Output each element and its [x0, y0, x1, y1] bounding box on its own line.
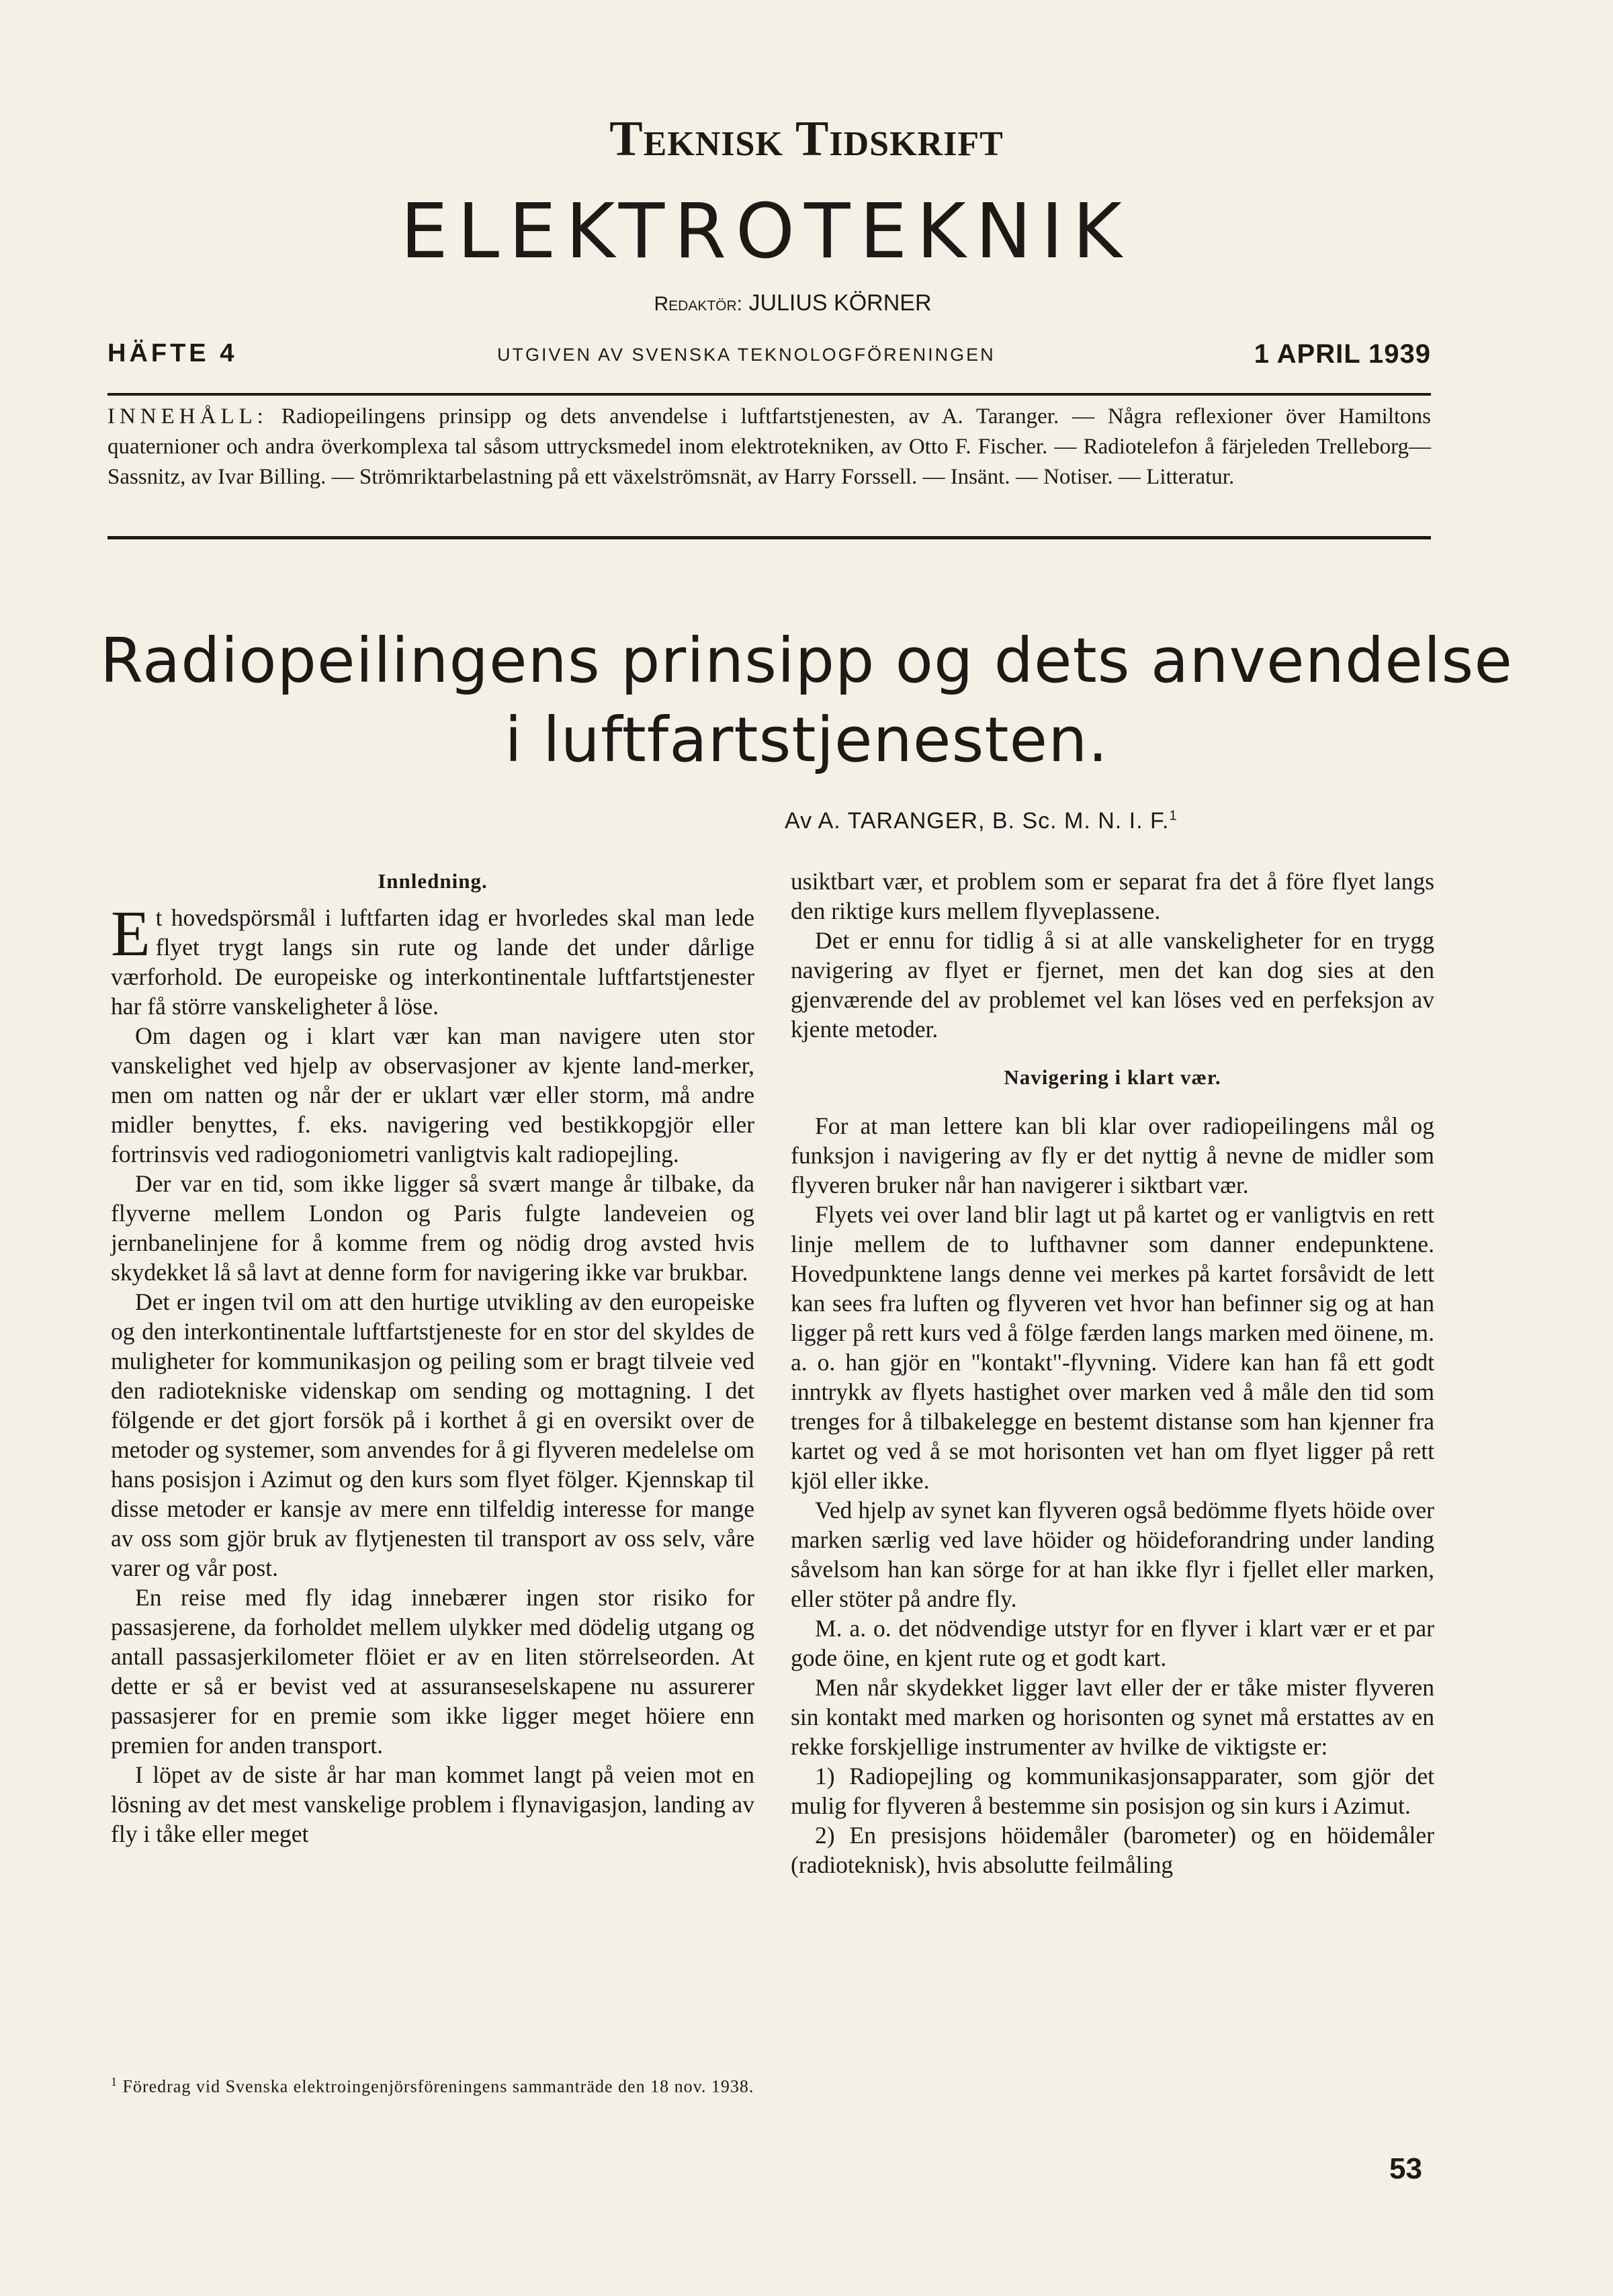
journal-title: Teknisk Tidskrift [609, 112, 1004, 167]
right-column [791, 867, 1434, 1880]
page-number: 53 [1389, 2152, 1422, 2185]
issue-number: HÄFTE 4 [107, 339, 238, 367]
paragraph: usiktbart vær, et problem som er separat fra det å före flyet langs den riktige kurs mellem flyveplassene. [791, 868, 1434, 924]
paragraph: Flyets vei over land blir lagt ut på kartet og er vanligtvis en rett linje mellem de to lufthavner som danner endepunktene. Hovedpunktene langs denne vei merkes på kartet forsåvidt de lett kan sees fra luften og flyveren vet hvor han befinner sig og at han ligger på rett kurs ved å fölge færden langs marken med öinene, m. a. o. han gjör en "kontakt"-flyvning. Videre kan han få ett godt inntrykk av flyets hastighet over marken ved å måle den tid som trenges for å tilbakelegge en bestemt distanse som han kjenner fra kartet og ved å se mot horisonten vet han om flyet ligger på rett kjöl eller ikke. [791, 1201, 1434, 1494]
article-title [0, 621, 1613, 780]
issue-date: 1 APRIL 1939 [1254, 339, 1431, 369]
contents-text: Radiopeilingens prinsipp og dets anvendelse i luftfartstjenesten, av A. Taranger. — Några reflexioner över Hamiltons quaternioner och andra överkomplexa tal såsom uttrycksmedel inom elektrotekniken, av Otto F. Fischer. — Radiotelefon å färjeleden Trelleborg—Sassnitz, av Ivar Billing. — Strömriktarbelastning på ett växelströmsnät, av Harry Forssell. — Insänt. — Notiser. — Litteratur. [107, 404, 1432, 489]
publisher-line: UTGIVEN AV SVENSKA TEKNOLOGFÖRENINGEN [497, 345, 996, 365]
paragraph: 2) En presisjons höidemåler (barometer) og en höidemåler (radioteknisk), hvis absolutte feilmåling [791, 1822, 1434, 1878]
editor-name: JULIUS KÖRNER [748, 290, 932, 316]
contents-label: INNEHÅLL: [107, 404, 268, 429]
paragraph: For at man lettere kan bli klar over radiopeilingens mål og funksjon i navigering av fly er det nyttig å nevne de midler som flyveren bruker når han navigerer i siktbart vær. [791, 1112, 1434, 1198]
left-column [111, 867, 754, 1849]
paragraph: 1) Radiopejling og kommunikasjonsapparater, som gjör det mulig for flyveren å bestemme sin posisjon og sin kurs i Azimut. [791, 1763, 1434, 1819]
drop-cap: E [111, 897, 150, 969]
paragraph: Om dagen og i klart vær kan man navigere uten stor vanskelighet ved hjelp av observasjoner av kjente land-merker, men om natten og når der er uklart vær eller storm, må andre midler benyttes, f. eks. navigering ved bestikkopgjör eller fortrinsvis ved radiogoniometri vanligtvis kalt radiopejling. [111, 1022, 754, 1167]
subhead-innledning: Innledning. [378, 869, 488, 893]
table-of-contents [107, 402, 1431, 492]
bottom-rule [107, 536, 1431, 539]
paragraph: Det er ingen tvil om att den hurtige utvikling av den europeiske og den interkontinentale luftfartstjeneste for en stor del skyldes de muligheter for kommunikasjon og peiling som er bragt tilveie ved den radiotekniske videnskap om sending og mottagning. I det fölgende er det gjort forsök på i korthet å gi en oversikt over de metoder og systemer, som anvendes for å gi flyveren medelelse om hans posisjon i Azimut og den kurs som flyet fölger. Kjennskap til disse metoder er kansje av mere enn tilfeldig interesse for mange av oss som gjör bruk av flytjenesten til transport av oss selv, våre varer og vår post. [111, 1288, 754, 1581]
article-title-line-2: i luftfartstjenesten. [505, 704, 1108, 776]
paragraph: En reise med fly idag innebærer ingen stor risiko for passasjerene, da forholdet mellem ulykker med dödelig utgang og antall passasjerkilometer flöiet er av en liten störrelseorden. At dette er så er bevist ved at assuranseselskapene nu assurerer passasjerer for en premie som ikke ligger meget höiere enn premien for anden transport. [111, 1584, 754, 1759]
section-title: ELEKTROTEKNIK [400, 188, 1131, 275]
byline-text: Av A. TARANGER, B. Sc. M. N. I. F. [785, 808, 1170, 834]
byline [785, 808, 1178, 834]
editor-label: Redaktör: [654, 293, 742, 315]
paragraph: Men når skydekket ligger lavt eller der er tåke mister flyveren sin kontakt med marken og horisonten og synet må erstattes av en rekke forskjellige instrumenter av hvilke de viktigste er: [791, 1674, 1434, 1760]
editor-line [0, 290, 1585, 316]
paragraph-text: t hovedspörsmål i luftfarten idag er hvorledes skal man lede flyet trygt langs sin rute og lande det under dårlige værforhold. De europeiske og interkontinentale luftfartstjenester har få större vanskeligheter å löse. [111, 904, 754, 1020]
footnote [111, 2069, 754, 2100]
paragraph: Ved hjelp av synet kan flyveren også bedömme flyets höide over marken særlig ved lave höider og höideforandring under landing såvelsom han kan sörge for at han ikke flyr i fjellet eller marken, eller stöter på andre fly. [791, 1497, 1434, 1612]
paragraph: M. a. o. det nödvendige utstyr for en flyver i klart vær er et par gode öine, en kjent rute og et godt kart. [791, 1615, 1434, 1671]
byline-footnote-mark: 1 [1169, 808, 1178, 824]
subhead-navigering: Navigering i klart vær. [1004, 1065, 1221, 1089]
paragraph [111, 897, 754, 1021]
top-rule [107, 393, 1431, 396]
footnote-text: Föredrag vid Svenska elektroingenjörsföreningens sammanträde den 18 nov. 1938. [122, 2076, 754, 2096]
paragraph: Der var en tid, som ikke ligger så svært mange år tilbake, da flyverne mellem London og Paris fulgte landeveien og jernbanelinjene for å komme frem og nödig drog avsted hvis skydekket lå så lavt at denne form for navigering ikke var brukbar. [111, 1170, 754, 1286]
paragraph: Det er ennu for tidlig å si at alle vanskeligheter for en trygg navigering av flyet er fjernet, men det kan dog sies at den gjenværende del av problemet vel kan löses ved en perfeksjon av kjente metoder. [791, 927, 1434, 1043]
article-title-line-1: Radiopeilingens prinsipp og dets anvendelse [100, 625, 1513, 697]
issue-row [107, 339, 1431, 373]
paragraph: I löpet av de siste år har man kommet langt på veien mot en lösning av det mest vanskelige problem i flynavigasjon, landing av fly i tåke eller meget [111, 1761, 754, 1847]
footnote-mark: 1 [111, 2075, 118, 2088]
